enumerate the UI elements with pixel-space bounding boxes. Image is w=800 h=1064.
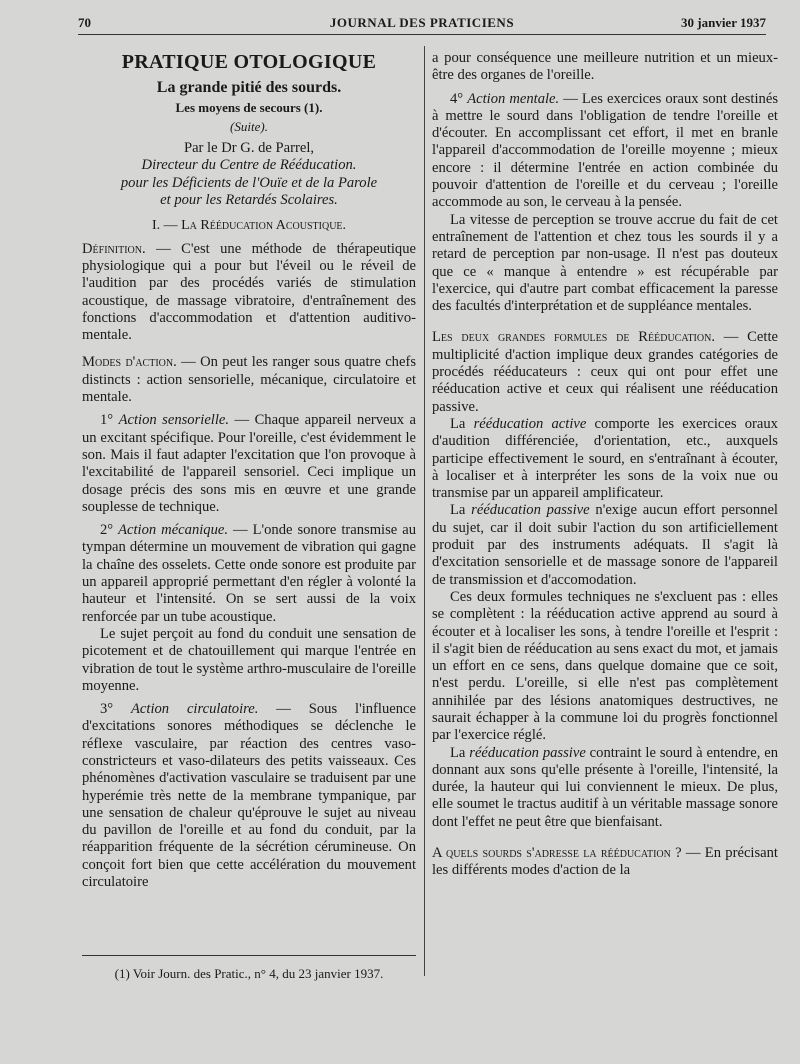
paragraph-formules: Les deux grandes formules de Rééducation. — Cette multiplicité d'action implique deux grandes catégories de procédés rééducateurs : ceux qui ont pour effet une rééducation active et ceux qui réalisent une rééducation passive. [432, 329, 778, 415]
paragraph-vitesse: La vitesse de perception se trouve accrue du fait de cet entraînement de l'attention et chez tous les sourds il y a retard de perception par non-usage. Il n'est pas douteux que ce « manque à entendre » est récupérable par l'exercice, qui d'autre part combat efficacement la paresse des facultés d'interprétation et de suppléance mentales. [432, 211, 778, 315]
paragraph-passive: La rééducation passive n'exige aucun effort personnel du sujet, car il doit subir l'action du son artificiellement produit par des instruments adéquats. Il s'agit là d'excitation sensorielle et de massage sonore de l'appareil de transmission et d'accomodation. [432, 502, 778, 588]
part-heading: I. — La Rééducation Acoustique. [151, 218, 347, 234]
paragraph-action-2: 2° Action mécanique. — L'onde sonore transmise au tympan détermine un mouvement de vibration qui gagne la chaîne des osselets. Cette onde sonore est produite par un appareil approprié permettant d'en régler à volonté la hauteur et l'intensité. On se sert aussi de la voix renforcée par un tube acoustique. [82, 522, 416, 625]
paragraph-passive-2: La rééducation passive contraint le sourd à entendre, en donnant aux sons qu'elle présente à l'oreille, l'intensité, la durée, la hauteur qui lui conviennent le mieux. De plus, elle soumet le tractus auditif à un véritable massage sonore dont l'effet ne peut être que bienfaisant. [432, 744, 778, 830]
page-header [78, 12, 766, 35]
article-suite: (Suite). [230, 118, 268, 134]
affiliation-line: pour les Déficients de l'Ouïe et de la Parole [120, 174, 378, 191]
run-in-heading: Définition. [82, 240, 146, 257]
section-title: PRATIQUE OTOLOGIQUE [121, 51, 377, 73]
paragraph-complement: Ces deux formules techniques ne s'excluent pas : elles se complètent : la rééducation active apprend au sourd à écouter et à localiser les sons, à tendre l'oreille et l'esprit : il s'agit bien de rééducation au sens exact du mot, et jamais un effort en ce sens, dans quelque domaine que ce soit, n'est perdu. L'oreille, si elle n'est pas complètement annihilée par des lésions anatomiques destructives, ne saurait échapper à la commune loi du progrès fonctionnel par l'exercice réglé. [432, 588, 778, 744]
paragraph-quels-sourds: A quels sourds s'adresse la rééducation ? — En précisant les différents modes d'action de la [432, 845, 778, 879]
run-in-heading: Modes d'action. [82, 354, 177, 371]
issue-date: 30 janvier 1937 [681, 15, 766, 30]
right-column [432, 50, 778, 880]
paragraph-action-3: 3° Action circulatoire. — Sous l'influence d'excitations sonores méthodiques se déclenche le réflexe vasculaire, par réaction des centres vaso-constricteurs et vaso-dilateurs des petits vaisseaux. Ces phénomènes d'activation vasculaire se traduisent par une hyperémie très nette de la membrane tympanique, par une sensation de chaleur qu'éprouve le sujet au niveau du pavillon de l'oreille et au fond du conduit, par la réapparition fréquente de la sécrétion cérumineuse. On conçoit fort bien que cette accélération du mouvement circulatoire [82, 701, 416, 891]
affiliation-line: Directeur du Centre de Rééducation. [141, 157, 357, 174]
page-number: 70 [78, 15, 91, 30]
left-column [82, 50, 416, 891]
run-in-heading: Les deux grandes formules de Rééducation. [432, 329, 715, 346]
paragraph-active: La rééducation active comporte les exercices oraux d'audition différenciée, d'orientation, etc., auxquels participe effectivement le sourd, en s'entraînant à écouter, à localiser et à interpréter les sons de la voix nue ou transmise par un appareil amplificateur. [432, 415, 778, 502]
paragraph-sensation: Le sujet perçoit au fond du conduit une sensation de picotement et de chatouillement qui marque l'entrée en vibration de tout le système arthro-musculaire de l'oreille moyenne. [82, 625, 416, 694]
footnote-rule [82, 955, 416, 956]
paragraph-continuation: a pour conséquence une meilleure nutrition et un mieux-être des organes de l'oreille. [432, 50, 778, 84]
byline: Par le Dr G. de Parrel, [183, 140, 315, 157]
footnote: (1) Voir Journ. des Pratic., n° 4, du 23 janvier 1937. [114, 966, 384, 981]
article-title: La grande pitié des sourds. [156, 79, 342, 97]
paragraph-action-1: 1° Action sensorielle. — Chaque appareil nerveux a un excitant spécifique. Pour l'oreille, c'est évidemment le son. Mais il faut adapter l'excitation que l'on provoque à l'excitabilité de l'appareil sensoriel. Ceci implique un dosage précis des sons mis en œuvre et une grande souplesse de technique. [82, 412, 416, 515]
paragraph-definition: Définition. — C'est une méthode de thérapeutique physiologique qui a pour but l'éveil ou le réveil de l'audition par des procédés variés de stimulation acoustique, de massage vibratoire, d'entraînement des fonctions d'accommodation et d'attention auditivo-mentale. [82, 240, 416, 344]
column-divider [424, 46, 425, 976]
affiliation-line: et pour les Retardés Scolaires. [160, 192, 338, 209]
article-subtitle: Les moyens de secours (1). [175, 99, 323, 115]
paragraph-action-4: 4° Action mentale. — Les exercices oraux sont destinés à mettre le sourd dans l'obligation de tendre l'oreille et d'écouter. En accomplissant cet effort, il met en branle l'appareil d'accommodation de l'oreille moyenne ; mieux encore : il détermine l'entrée en action combinée du pouvoir d'attention de l'oreille et du cerveau ; l'oreille accommode au son, le cerveau à la pensée. [432, 90, 778, 211]
paragraph-modes: Modes d'action. — On peut les ranger sous quatre chefs distincts : action sensorielle, mécanique, circulatoire et mentale. [82, 354, 416, 406]
journal-title: JOURNAL DES PRATICIENS [329, 15, 515, 30]
run-in-heading: A quels sourds s'adresse la rééducation ? [432, 845, 682, 862]
